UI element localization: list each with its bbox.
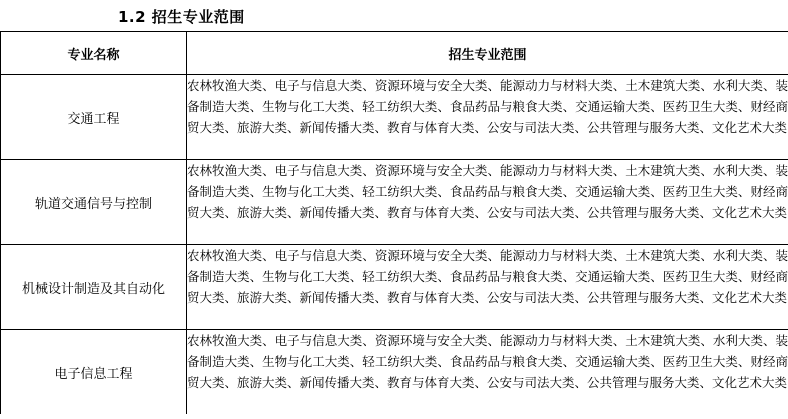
- table-header-row: [1, 32, 788, 75]
- table-row: [1, 330, 788, 415]
- major-name-cell: 交通工程: [1, 75, 187, 160]
- major-name-cell: 电子信息工程: [1, 330, 187, 415]
- table-row: [1, 75, 788, 160]
- scope-cell: 农林牧渔大类、电子与信息大类、资源环境与安全大类、能源动力与材料大类、土木建筑大类、水利大类、装备制造大类、生物与化工大类、轻工纺织大类、食品药品与粮食大类、交通运输大类、医药卫生大类、财经商贸大类、旅游大类、新闻传播大类、教育与体育大类、公安与司法大类、公共管理与服务大类、文化艺术大类: [187, 75, 788, 160]
- major-name-cell: 机械设计制造及其自动化: [1, 245, 187, 330]
- column-header-scope: 招生专业范围: [187, 32, 788, 75]
- scope-cell: 农林牧渔大类、电子与信息大类、资源环境与安全大类、能源动力与材料大类、土木建筑大类、水利大类、装备制造大类、生物与化工大类、轻工纺织大类、食品药品与粮食大类、交通运输大类、医药卫生大类、财经商贸大类、旅游大类、新闻传播大类、教育与体育大类、公安与司法大类、公共管理与服务大类、文化艺术大类: [187, 330, 788, 415]
- table-row: [1, 245, 788, 330]
- table-row: [1, 160, 788, 245]
- scope-cell: 农林牧渔大类、电子与信息大类、资源环境与安全大类、能源动力与材料大类、土木建筑大类、水利大类、装备制造大类、生物与化工大类、轻工纺织大类、食品药品与粮食大类、交通运输大类、医药卫生大类、财经商贸大类、旅游大类、新闻传播大类、教育与体育大类、公安与司法大类、公共管理与服务大类、文化艺术大类: [187, 245, 788, 330]
- section-title: 1.2 招生专业范围: [118, 8, 245, 26]
- major-name-cell: 轨道交通信号与控制: [1, 160, 187, 245]
- enrollment-scope-table: [0, 31, 788, 414]
- column-header-major: 专业名称: [1, 32, 187, 75]
- scope-cell: 农林牧渔大类、电子与信息大类、资源环境与安全大类、能源动力与材料大类、土木建筑大类、水利大类、装备制造大类、生物与化工大类、轻工纺织大类、食品药品与粮食大类、交通运输大类、医药卫生大类、财经商贸大类、旅游大类、新闻传播大类、教育与体育大类、公安与司法大类、公共管理与服务大类、文化艺术大类: [187, 160, 788, 245]
